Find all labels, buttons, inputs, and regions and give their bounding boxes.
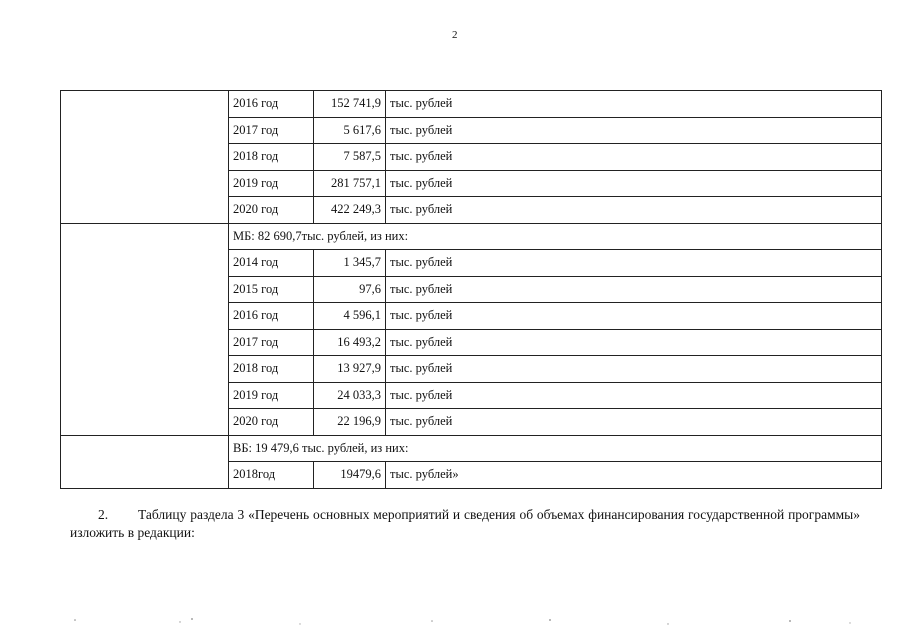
year-cell: 2018 год	[229, 356, 314, 383]
year-cell: 2016 год	[229, 91, 314, 118]
unit-cell: тыс. рублей	[386, 303, 882, 330]
amount-cell: 281 757,1	[314, 170, 386, 197]
unit-cell: тыс. рублей	[386, 356, 882, 383]
amount-cell: 13 927,9	[314, 356, 386, 383]
amount-cell: 422 249,3	[314, 197, 386, 224]
year-cell: 2017 год	[229, 329, 314, 356]
unit-cell: тыс. рублей	[386, 197, 882, 224]
section-heading: ВБ: 19 479,6 тыс. рублей, из них:	[229, 435, 882, 462]
year-cell: 2019 год	[229, 382, 314, 409]
page-number: 2	[452, 29, 458, 41]
year-cell: 2017 год	[229, 117, 314, 144]
blank-cell	[61, 91, 229, 224]
unit-cell: тыс. рублей	[386, 382, 882, 409]
unit-cell: тыс. рублей	[386, 276, 882, 303]
section-heading: МБ: 82 690,7тыс. рублей, из них:	[229, 223, 882, 250]
year-cell: 2018 год	[229, 144, 314, 171]
blank-cell	[61, 223, 229, 435]
unit-cell: тыс. рублей	[386, 170, 882, 197]
amount-cell: 7 587,5	[314, 144, 386, 171]
year-cell: 2020 год	[229, 197, 314, 224]
paragraph-number: 2.	[98, 507, 109, 522]
year-cell: 2020 год	[229, 409, 314, 436]
unit-cell: тыс. рублей	[386, 329, 882, 356]
amount-cell: 22 196,9	[314, 409, 386, 436]
year-cell: 2014 год	[229, 250, 314, 277]
unit-cell: тыс. рублей	[386, 250, 882, 277]
unit-cell: тыс. рублей»	[386, 462, 882, 489]
blank-cell	[61, 435, 229, 488]
amount-cell: 1 345,7	[314, 250, 386, 277]
table-row	[61, 435, 882, 462]
unit-cell: тыс. рублей	[386, 117, 882, 144]
year-cell: 2019 год	[229, 170, 314, 197]
funding-table	[60, 90, 882, 489]
paragraph-2	[70, 506, 860, 542]
unit-cell: тыс. рублей	[386, 409, 882, 436]
table-row	[61, 223, 882, 250]
amount-cell: 152 741,9	[314, 91, 386, 118]
unit-cell: тыс. рублей	[386, 91, 882, 118]
scan-specks	[0, 612, 905, 632]
table-row	[61, 91, 882, 118]
amount-cell: 16 493,2	[314, 329, 386, 356]
amount-cell: 97,6	[314, 276, 386, 303]
amount-cell: 5 617,6	[314, 117, 386, 144]
amount-cell: 19479,6	[314, 462, 386, 489]
amount-cell: 4 596,1	[314, 303, 386, 330]
year-cell: 2016 год	[229, 303, 314, 330]
year-cell: 2018год	[229, 462, 314, 489]
unit-cell: тыс. рублей	[386, 144, 882, 171]
year-cell: 2015 год	[229, 276, 314, 303]
paragraph-text: Таблицу раздела 3 «Перечень основных мероприятий и сведения об объемах финансирования государственной программы» изложить в редакции:	[70, 507, 860, 540]
amount-cell: 24 033,3	[314, 382, 386, 409]
